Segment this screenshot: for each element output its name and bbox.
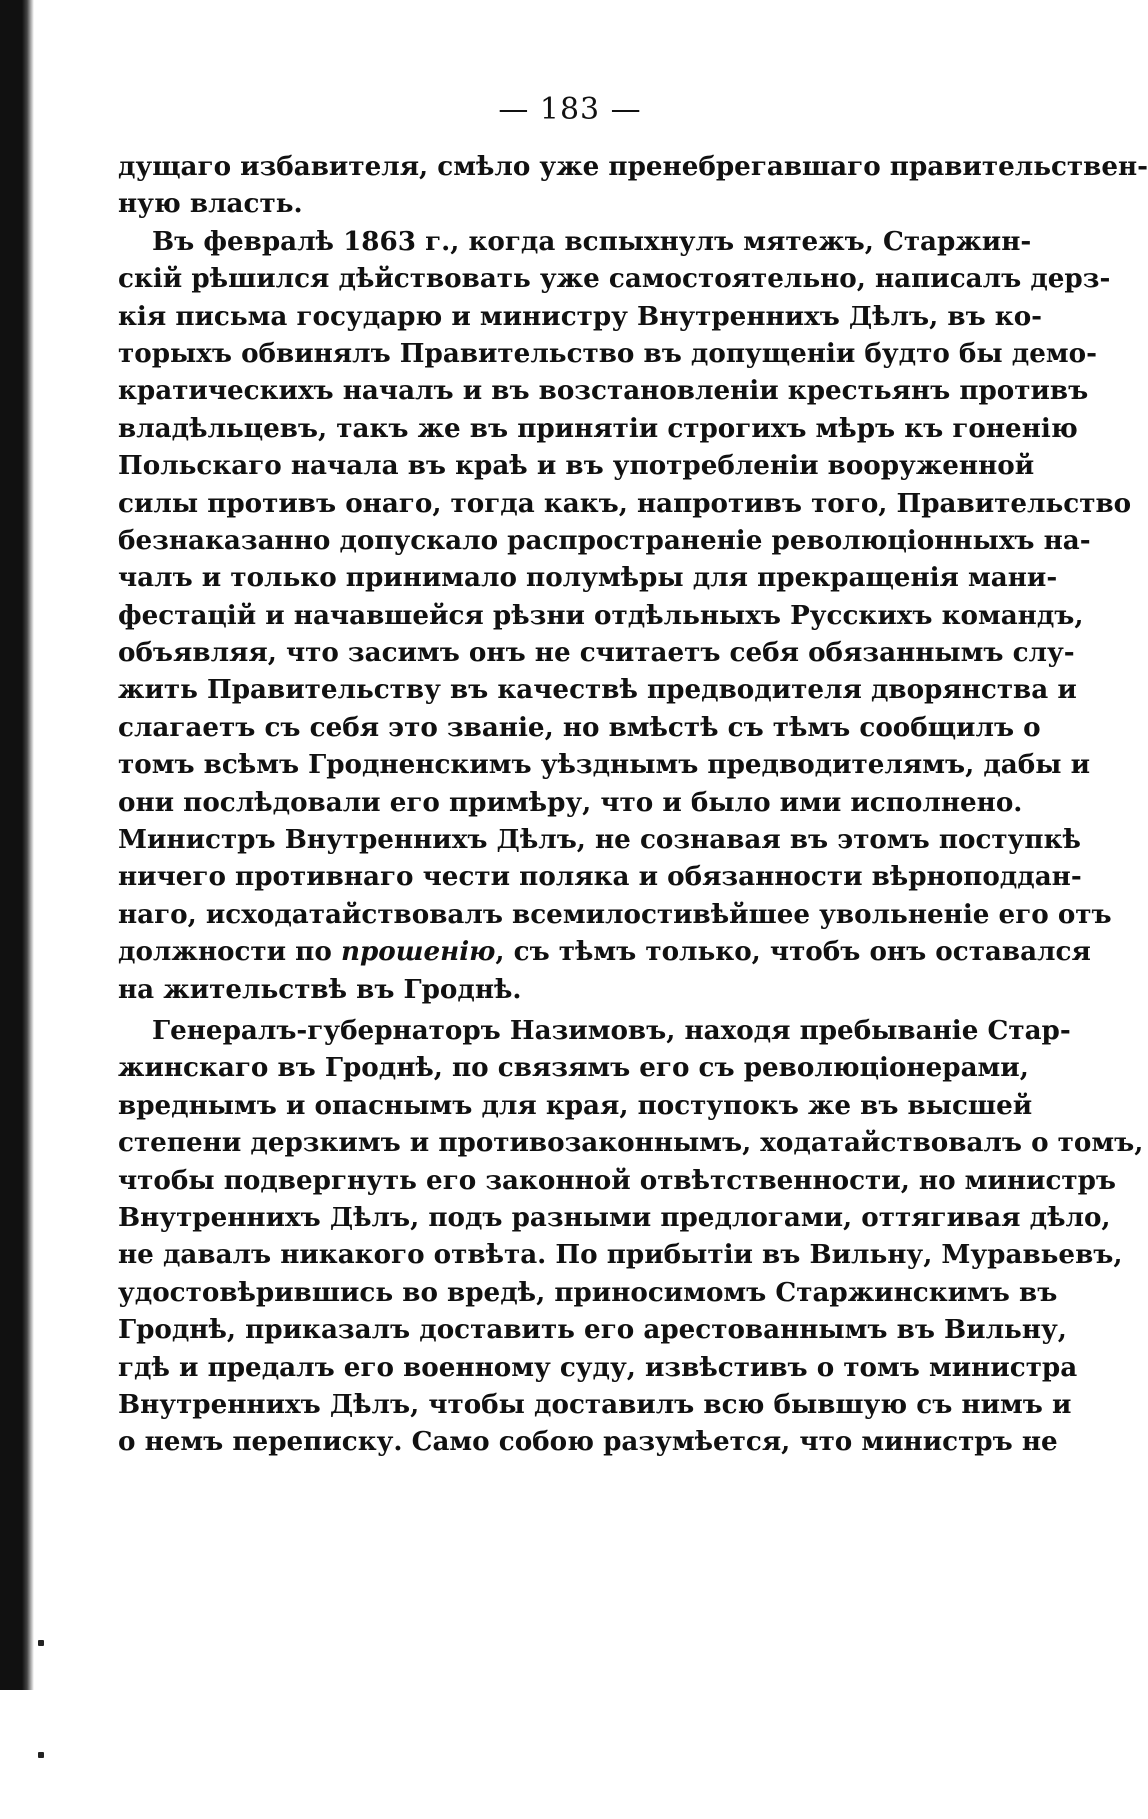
text-line: кратическихъ началъ и въ возстановленіи крестьянъ противъ [118, 375, 1089, 407]
binding-mark [38, 1752, 44, 1758]
text-line: безнаказанно допускало распространеніе революціонныхъ на- [118, 524, 1091, 556]
text-line: они послѣдовали его примѣру, что и было ими исполнено. [118, 786, 1023, 818]
text-line: Польскаго начала въ краѣ и въ употребленіи вооруженной [118, 450, 1035, 482]
text-line: удостовѣрившись во вредѣ, приносимомъ Старжинскимъ въ [118, 1276, 1058, 1308]
text-line-with-emphasis [118, 933, 1091, 970]
text-line: о немъ переписку. Само собою разумѣется, что министръ не [118, 1426, 1058, 1458]
text-line: чалъ и только принимало полумѣры для прекращенія мани- [118, 562, 1058, 594]
binding-mark [38, 1640, 44, 1646]
text-segment: должности по [118, 936, 341, 968]
text-line: фестацій и начавшейся рѣзни отдѣльныхъ Русскихъ командъ, [118, 599, 1084, 631]
text-line: скій рѣшился дѣйствовать уже самостоятельно, написалъ дерз- [118, 263, 1111, 295]
text-line: Внутреннихъ Дѣлъ, чтобы доставилъ всю бывшую съ нимъ и [118, 1388, 1072, 1420]
text-line: объявляя, что засимъ онъ не считаетъ себя обязаннымъ слу- [118, 637, 1075, 669]
text-line: степени дерзкимъ и противозаконнымъ, ходатайствовалъ о томъ, [118, 1127, 1144, 1159]
text-line: не давалъ никакого отвѣта. По прибытіи въ Вильну, Муравьевъ, [118, 1239, 1123, 1271]
text-line: Гроднѣ, приказалъ доставить его арестованнымъ въ Вильну, [118, 1314, 1067, 1346]
text-line: чтобы подвергнуть его законной отвѣтственности, но министръ [118, 1164, 1117, 1196]
text-line: томъ всѣмъ Гродненскимъ уѣзднымъ предводителямъ, дабы и [118, 749, 1090, 781]
text-line: слагаетъ съ себя это званіе, но вмѣстѣ съ тѣмъ сообщилъ о [118, 711, 1041, 743]
text-line: дущаго избавителя, смѣло уже пренебрегавшаго правительствен- [118, 151, 1148, 182]
text-line: Въ февралѣ 1863 г., когда вспыхнулъ мятежъ, Старжин- [152, 225, 1032, 257]
text-line: жинскаго въ Гроднѣ, по связямъ его съ революціонерами, [118, 1052, 1029, 1084]
text-line: Внутреннихъ Дѣлъ, подъ разными предлогами, оттягивая дѣло, [118, 1201, 1111, 1233]
text-line: кія письма государю и министру Внутреннихъ Дѣлъ, въ ко- [118, 300, 1043, 332]
page-body [118, 148, 1148, 1461]
text-line: владѣльцевъ, такъ же въ принятіи строгихъ мѣръ къ гоненію [118, 412, 1078, 444]
binding-edge [0, 0, 34, 1690]
emphasized-word: прошенію [340, 936, 496, 968]
text-line: Генералъ-губернаторъ Назимовъ, находя пребываніе Стар- [152, 1014, 1071, 1046]
page-number: — 183 — [498, 92, 642, 127]
text-line: гдѣ и предалъ его военному суду, извѣстивъ о томъ министра [118, 1351, 1078, 1383]
text-line: наго, исходатайствовалъ всемилостивѣйшее увольненіе его отъ [118, 898, 1112, 930]
text-line: жить Правительству въ качествѣ предводителя дворянства и [118, 674, 1077, 706]
text-line: ничего противнаго чести поляка и обязанности вѣрноподдан- [118, 861, 1082, 893]
text-segment: , съ тѣмъ только, чтобъ онъ оставался [495, 936, 1091, 968]
text-line: силы противъ онаго, тогда какъ, напротивъ того, Правительство [118, 487, 1132, 519]
text-line: торыхъ обвинялъ Правительство въ допущеніи будто бы демо- [118, 337, 1097, 369]
text-line: на жительствѣ въ Гроднѣ. [118, 973, 522, 1005]
text-line: Министръ Внутреннихъ Дѣлъ, не сознавая въ этомъ поступкѣ [118, 824, 1081, 856]
text-line: вреднымъ и опаснымъ для края, поступокъ же въ высшей [118, 1089, 1033, 1121]
text-line: ную власть. [118, 188, 303, 220]
